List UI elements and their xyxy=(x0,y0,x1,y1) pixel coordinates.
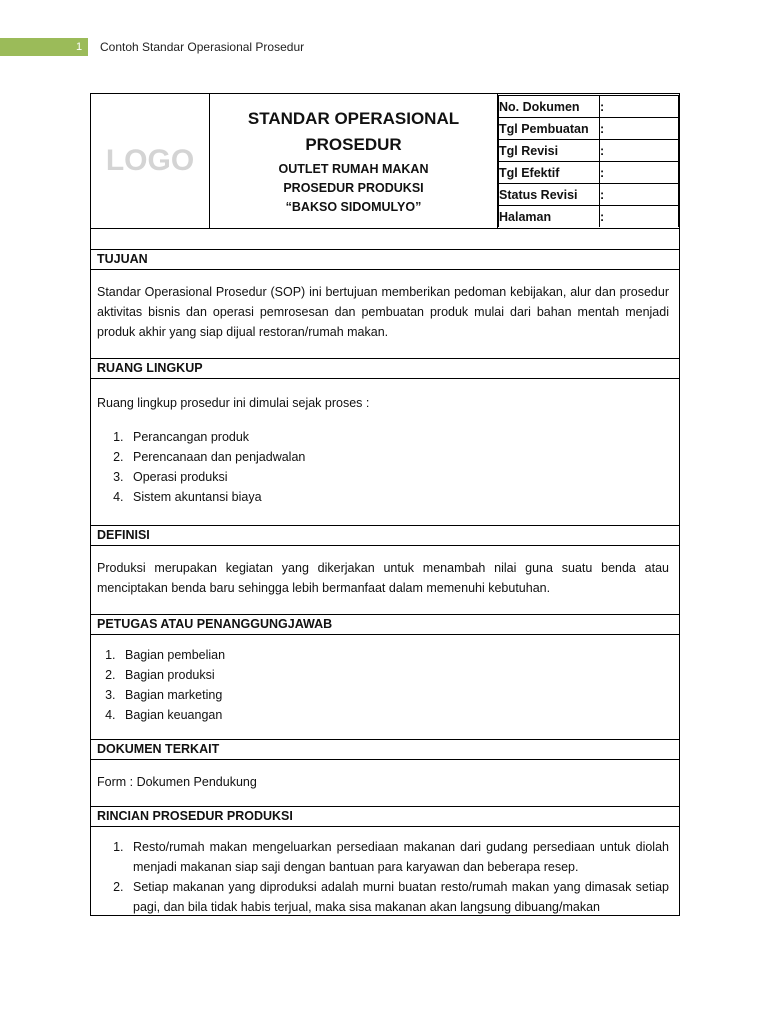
list-item: 2. Setiap makanan yang diproduksi adalah murni buatan resto/rumah makan yang dimasak setiap pagi, dan bila tidak habis terjual, maka sisa makanan akan langsung dibuang/makan xyxy=(127,877,669,915)
meta-value: : xyxy=(600,162,679,184)
meta-value: : xyxy=(600,206,679,228)
rincian-list xyxy=(97,837,669,915)
section-heading-definisi: DEFINISI xyxy=(91,525,679,545)
meta-row xyxy=(499,118,679,140)
subtitle-line-3: “BAKSO SIDOMULYO” xyxy=(285,199,422,214)
list-item: 1. Perancangan produk xyxy=(127,427,669,447)
section-body-petugas xyxy=(91,634,679,739)
section-heading-ruang-lingkup: RUANG LINGKUP xyxy=(91,358,679,378)
list-item: 4. Bagian keuangan xyxy=(119,705,669,725)
page-number: 1 xyxy=(75,41,83,53)
spacer-row xyxy=(91,228,679,249)
meta-value: : xyxy=(600,96,679,118)
metadata-table xyxy=(498,95,679,227)
title-line-2: PROSEDUR xyxy=(305,134,402,154)
meta-row xyxy=(499,162,679,184)
title-line-1: STANDAR OPERASIONAL xyxy=(247,108,460,128)
page-header-title: Contoh Standar Operasional Prosedur xyxy=(100,40,305,54)
metadata-cell xyxy=(498,94,680,229)
section-text-dokumen-terkait: Form : Dokumen Pendukung xyxy=(91,759,679,806)
meta-label: Tgl Pembuatan xyxy=(499,118,600,140)
meta-row xyxy=(499,184,679,206)
list-item: 1. Resto/rumah makan mengeluarkan persediaan makanan dari gudang persediaan untuk diolah menjadi makanan siap saji dengan bantuan para karyawan dan beberapa resep. xyxy=(127,837,669,877)
meta-label: Tgl Efektif xyxy=(499,162,600,184)
list-item: 3. Operasi produksi xyxy=(127,467,669,487)
meta-row xyxy=(499,206,679,228)
section-text-definisi: Produksi merupakan kegiatan yang dikerjakan untuk menambah nilai guna suatu benda atau menciptakan benda baru sehingga lebih bermanfaat dalam memenuhi kebutuhan. xyxy=(91,545,679,614)
list-item: 2. Bagian produksi xyxy=(119,665,669,685)
meta-label: No. Dokumen xyxy=(499,96,600,118)
section-heading-petugas: PETUGAS ATAU PENANGGUNGJAWAB xyxy=(91,614,679,634)
meta-label: Status Revisi xyxy=(499,184,600,206)
section-heading-rincian: RINCIAN PROSEDUR PRODUKSI xyxy=(91,806,679,826)
meta-row xyxy=(499,96,679,118)
section-heading-tujuan: TUJUAN xyxy=(91,249,679,269)
list-item: 3. Bagian marketing xyxy=(119,685,669,705)
subtitle-line-2: PROSEDUR PRODUKSI xyxy=(283,180,424,195)
petugas-list xyxy=(97,645,669,725)
section-heading-dokumen-terkait: DOKUMEN TERKAIT xyxy=(91,739,679,759)
meta-value: : xyxy=(600,140,679,162)
meta-label: Tgl Revisi xyxy=(499,140,600,162)
section-text-tujuan: Standar Operasional Prosedur (SOP) ini bertujuan memberikan pedoman kebijakan, alur dan prosedur aktivitas bisnis dan operasi pemrosesan dan pembuatan produk mulai dari bahan mentah menjadi produk akhir yang siap dijual restoran/rumah makan. xyxy=(91,269,679,358)
meta-label: Halaman xyxy=(499,206,600,228)
meta-row xyxy=(499,140,679,162)
ruang-lingkup-intro: Ruang lingkup prosedur ini dimulai sejak proses : xyxy=(97,396,370,410)
document-title-cell xyxy=(210,94,498,229)
meta-value: : xyxy=(600,184,679,206)
logo-placeholder: LOGO xyxy=(91,94,210,229)
list-item: 1. Bagian pembelian xyxy=(119,645,669,665)
sop-body xyxy=(90,228,680,916)
list-item: 4. Sistem akuntansi biaya xyxy=(127,487,669,507)
section-body-ruang-lingkup xyxy=(91,378,679,525)
list-item: 2. Perencanaan dan penjadwalan xyxy=(127,447,669,467)
ruang-lingkup-list xyxy=(97,427,669,507)
section-body-rincian xyxy=(91,826,679,915)
sop-header-table xyxy=(90,93,680,229)
subtitle-line-1: OUTLET RUMAH MAKAN xyxy=(278,161,429,176)
meta-value: : xyxy=(600,118,679,140)
